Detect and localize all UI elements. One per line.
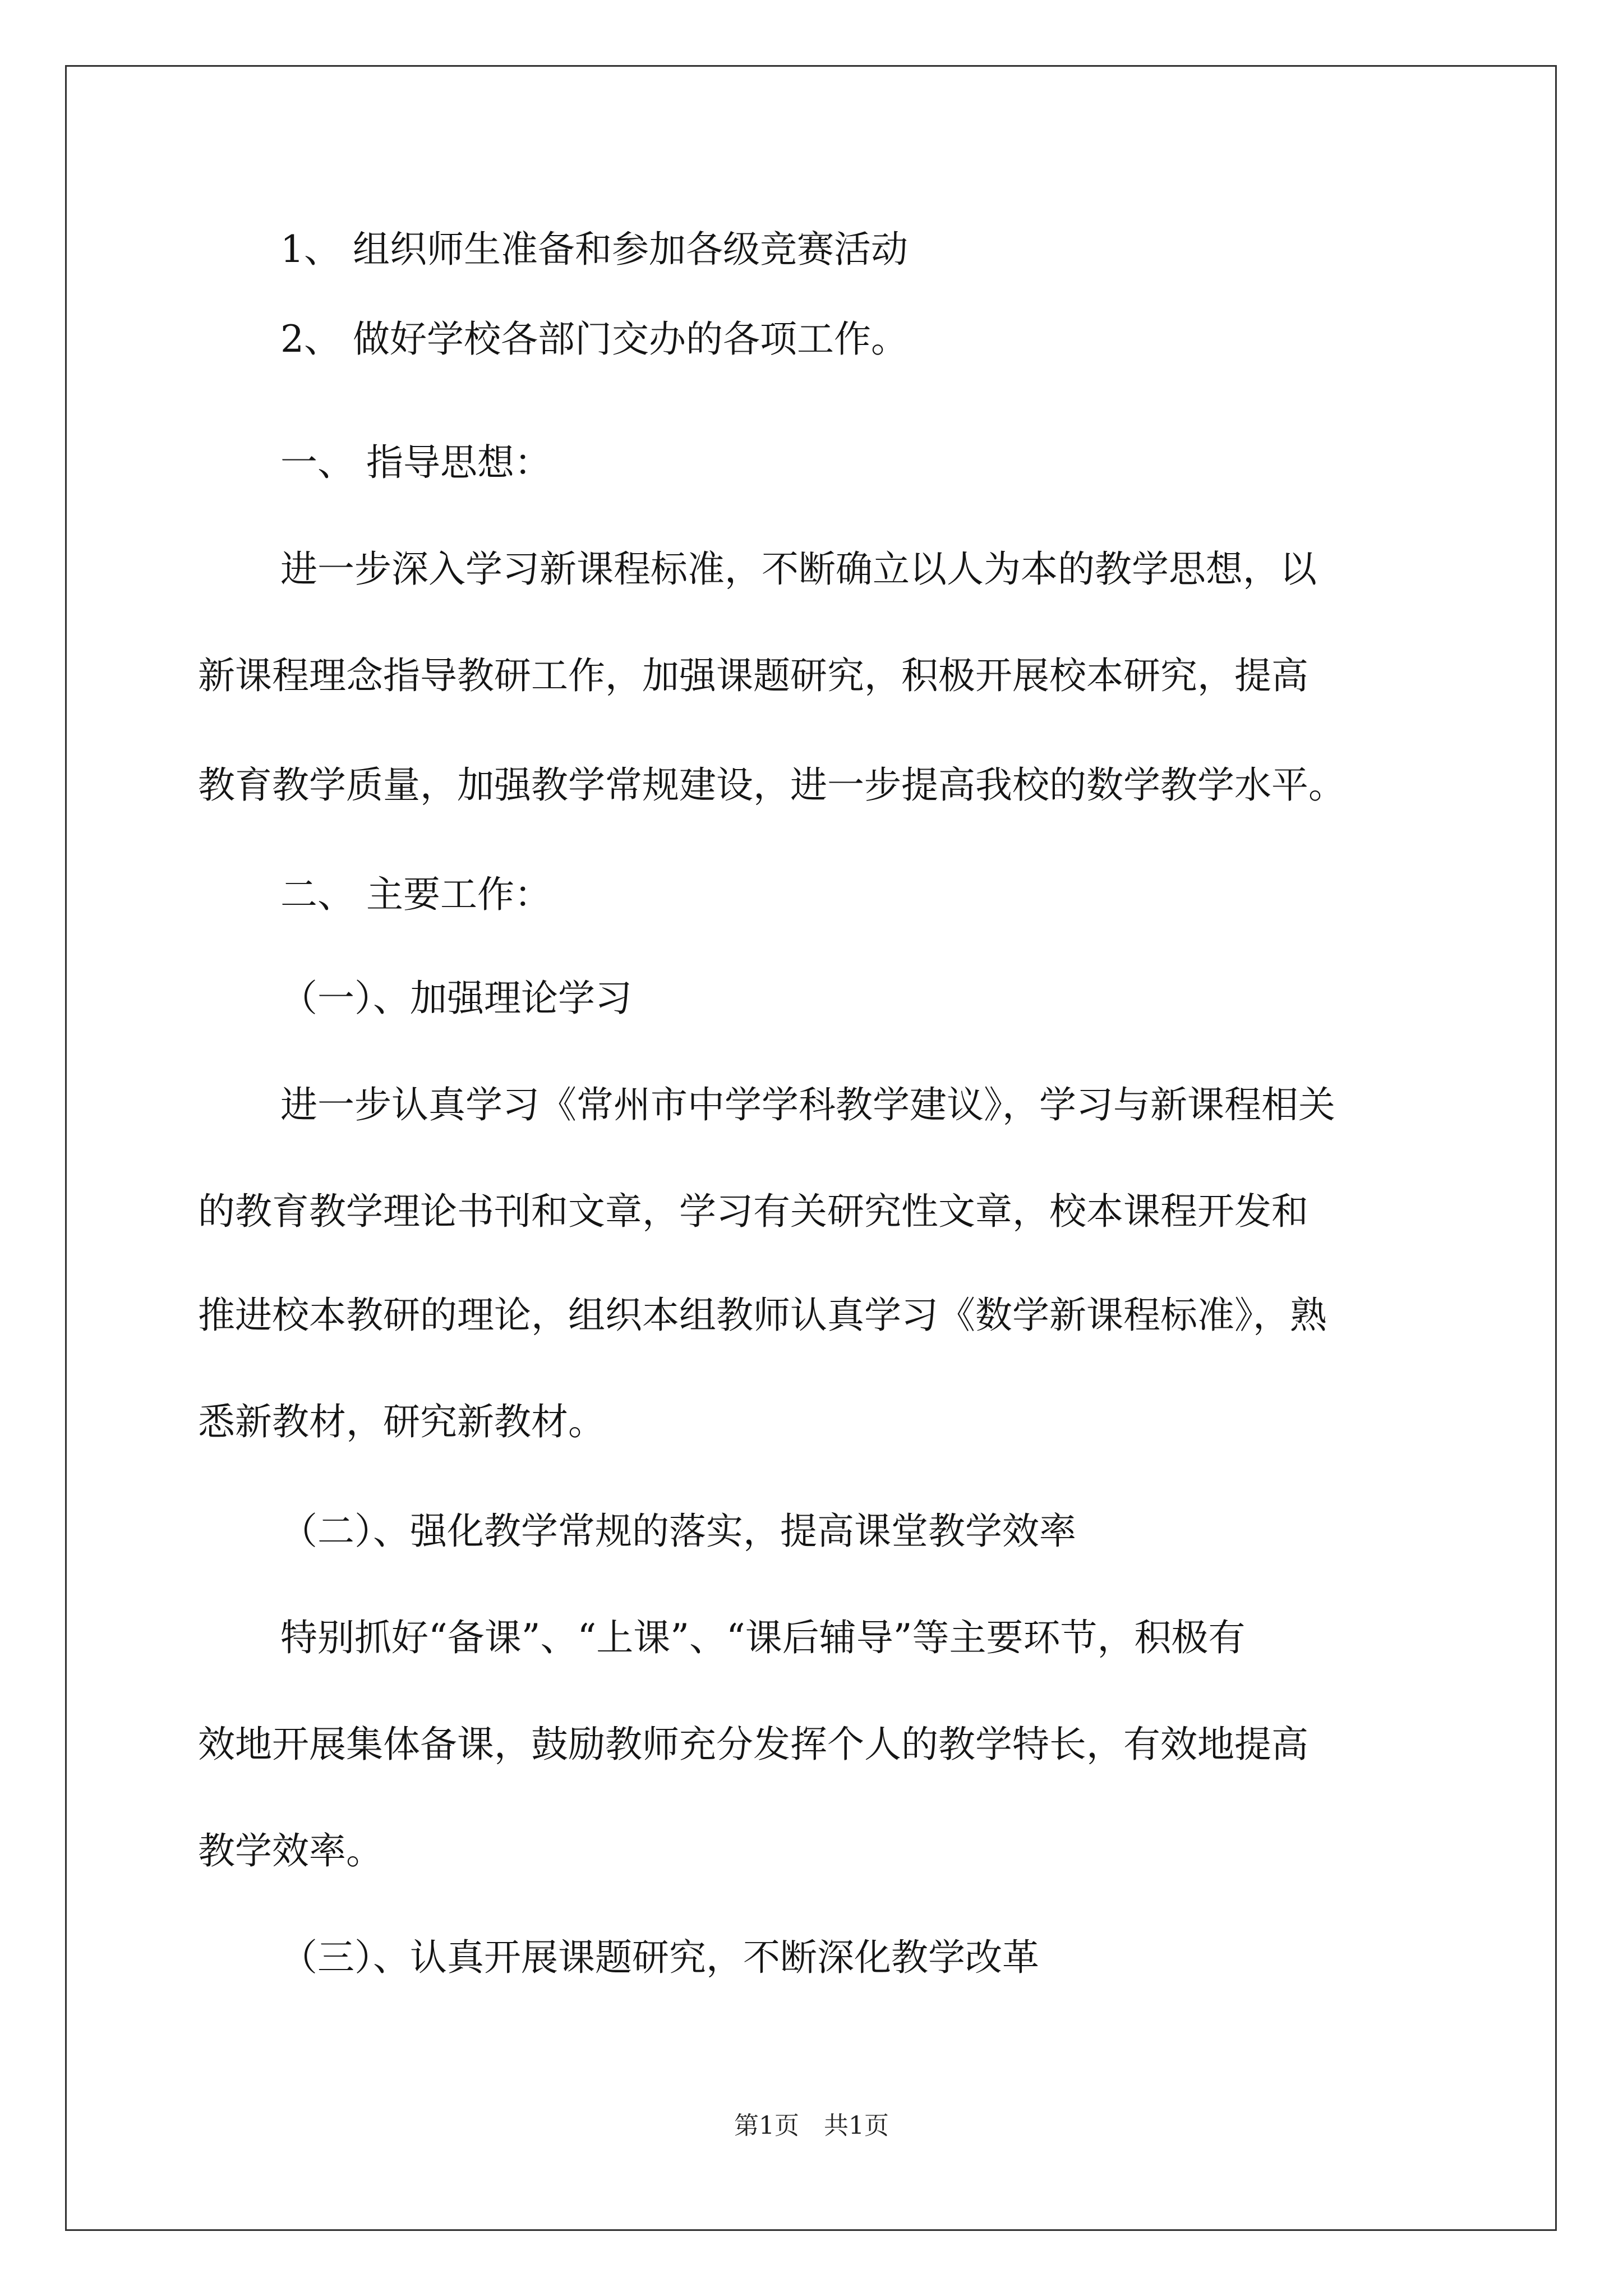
list-item-1: 1、 组织师生准备和参加各级竞赛活动 (280, 228, 908, 271)
subsection-heading-teaching-routine: （二）、强化教学常规的落实，提高课堂教学效率 (280, 1510, 1076, 1553)
subsection-heading-research: （三）、认真开展课题研究，不断深化教学改革 (280, 1936, 1039, 1979)
paragraph-line: 新课程理念指导教研工作，加强课题研究，积极开展校本研究，提高 (198, 654, 1308, 697)
section-heading-guiding-thought: 一、 指导思想： (280, 441, 551, 484)
subsection-heading-theory-study: （一）、加强理论学习 (280, 977, 632, 1020)
paragraph-line: 的教育教学理论书刊和文章，学习有关研究性文章，校本课程开发和 (198, 1190, 1308, 1233)
paragraph-line: 进一步认真学习《常州市中学学科教学建议》，学习与新课程相关 (280, 1083, 1335, 1126)
paragraph-line: 教育教学质量，加强教学常规建设，进一步提高我校的数学教学水平。 (198, 763, 1345, 807)
paragraph-line: 悉新教材，研究新教材。 (198, 1400, 605, 1443)
page-border (65, 65, 1557, 2231)
page-number-footer: 第1页 共1页 (734, 2111, 889, 2140)
paragraph-line: 特别抓好“备课”、“上课”、“课后辅导”等主要环节，积极有 (280, 1616, 1246, 1659)
paragraph-line: 教学效率。 (198, 1829, 383, 1872)
paragraph-line: 效地开展集体备课，鼓励教师充分发挥个人的教学特长，有效地提高 (198, 1723, 1308, 1766)
section-heading-main-work: 二、 主要工作： (280, 873, 551, 916)
paragraph-line: 进一步深入学习新课程标准，不断确立以人为本的教学思想，以 (280, 547, 1317, 591)
paragraph-line: 推进校本教研的理论，组织本组教师认真学习《数学新课程标准》，熟 (198, 1294, 1327, 1337)
list-item-2: 2、 做好学校各部门交办的各项工作。 (280, 318, 908, 361)
